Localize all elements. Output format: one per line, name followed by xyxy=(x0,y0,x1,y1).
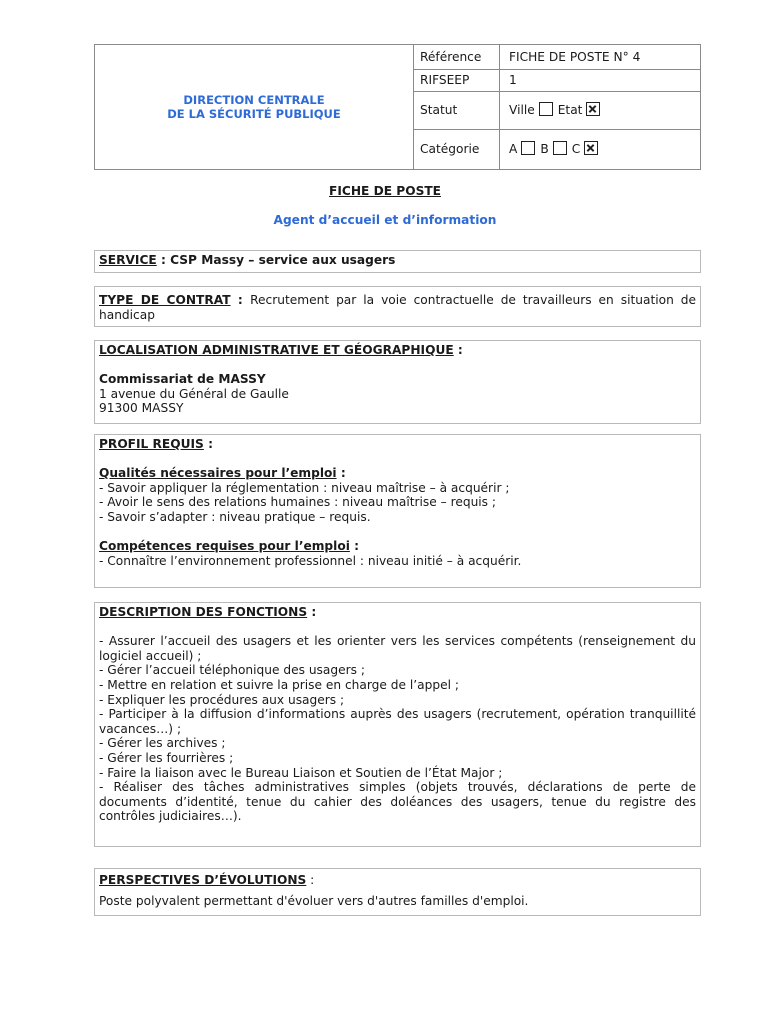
contract-value: Recrutement par la voie contractuelle de travailleurs en situation de handicap xyxy=(99,293,696,322)
service-section xyxy=(94,250,701,273)
function-item: - Faire la liaison avec le Bureau Liaison et Soutien de l’État Major ; xyxy=(99,765,503,780)
location-section xyxy=(94,340,701,424)
statut-ville-label: Ville xyxy=(509,102,535,117)
profile-section xyxy=(94,434,701,588)
perspectives-section xyxy=(94,868,701,916)
contract-separator: : xyxy=(230,293,251,307)
department-line-1: DIRECTION CENTRALE xyxy=(183,93,325,107)
function-item: - Gérer les archives ; xyxy=(99,736,226,751)
categorie-options xyxy=(500,142,603,157)
reference-value: FICHE DE POSTE N° 4 xyxy=(509,49,641,64)
document-title: FICHE DE POSTE xyxy=(329,184,441,198)
functions-separator: : xyxy=(307,605,317,619)
perspectives-label: PERSPECTIVES D’ÉVOLUTIONS xyxy=(99,873,307,887)
function-item: - Mettre en relation et suivre la prise en charge de l’appel ; xyxy=(99,677,459,692)
contract-label: TYPE DE CONTRAT xyxy=(99,293,231,307)
header-table xyxy=(94,44,701,170)
perspectives-text: Poste polyvalent permettant d'évoluer vers d'autres familles d'emploi. xyxy=(99,893,529,908)
quality-item: - Avoir le sens des relations humaines : niveau maîtrise – requis ; xyxy=(99,495,497,510)
qualities-separator: : xyxy=(336,466,346,481)
competence-item: - Connaître l’environnement professionnel : niveau initié – à acquérir. xyxy=(99,553,522,568)
location-address-2: 91300 MASSY xyxy=(99,401,184,416)
functions-label: DESCRIPTION DES FONCTIONS xyxy=(99,605,308,619)
categorie-row xyxy=(413,129,700,169)
categorie-b-label: B xyxy=(540,141,549,156)
categorie-c-label: C xyxy=(571,141,581,156)
department-line-2: DE LA SÉCURITÉ PUBLIQUE xyxy=(167,107,341,121)
reference-label: Référence xyxy=(413,45,500,69)
location-separator: : xyxy=(453,343,463,357)
function-item: - Participer à la diffusion d’informations auprès des usagers (recrutement, opération tranquillité vacances…) ; xyxy=(99,707,696,736)
function-item: - Gérer l’accueil téléphonique des usagers ; xyxy=(99,663,365,678)
rifseep-value: 1 xyxy=(509,72,517,87)
service-label: SERVICE xyxy=(99,253,157,267)
profile-separator: : xyxy=(203,437,213,451)
functions-section xyxy=(94,602,701,847)
service-value: : CSP Massy – service aux usagers xyxy=(156,253,396,267)
function-item: - Réaliser des tâches administratives simples (objets trouvés, déclarations de perte de documents d’identité, tenue du cahier des doléances des usagers, tenue du registre des contrôles judiciaires…). xyxy=(99,780,696,824)
competences-separator: : xyxy=(349,539,360,554)
categorie-b-checkbox[interactable] xyxy=(553,141,567,155)
reference-row xyxy=(413,45,700,70)
profile-label: PROFIL REQUIS xyxy=(99,437,204,451)
statut-ville-checkbox[interactable] xyxy=(539,102,553,116)
perspectives-separator: : xyxy=(306,873,315,887)
categorie-label: Catégorie xyxy=(413,129,500,169)
rifseep-label: RIFSEEP xyxy=(413,69,500,91)
statut-options xyxy=(500,103,605,118)
statut-etat-checkbox[interactable] xyxy=(586,102,600,116)
location-label: LOCALISATION ADMINISTRATIVE ET GÉOGRAPHIQUE xyxy=(99,343,454,357)
qualities-label: Qualités nécessaires pour l’emploi xyxy=(99,466,337,481)
function-item: - Expliquer les procédures aux usagers ; xyxy=(99,692,345,707)
statut-label: Statut xyxy=(413,91,500,129)
statut-etat-label: Etat xyxy=(557,102,583,117)
location-address-1: 1 avenue du Général de Gaulle xyxy=(99,386,289,401)
competences-label: Compétences requises pour l’emploi xyxy=(99,539,350,554)
function-item: - Assurer l’accueil des usagers et les orienter vers les services compétents (renseignement du logiciel accueil) ; xyxy=(99,634,696,663)
categorie-a-checkbox[interactable] xyxy=(521,141,535,155)
location-name: Commissariat de MASSY xyxy=(99,372,266,387)
categorie-c-checkbox[interactable] xyxy=(584,141,598,155)
quality-item: - Savoir s’adapter : niveau pratique – requis. xyxy=(99,509,371,524)
function-item: - Gérer les fourrières ; xyxy=(99,750,234,765)
rifseep-row xyxy=(413,69,700,92)
statut-row xyxy=(413,91,700,130)
quality-item: - Savoir appliquer la réglementation : niveau maîtrise – à acquérir ; xyxy=(99,480,510,495)
department-cell xyxy=(95,45,414,169)
contract-section xyxy=(94,286,701,327)
job-title: Agent d’accueil et d’information xyxy=(273,213,497,227)
categorie-a-label: A xyxy=(509,141,518,156)
